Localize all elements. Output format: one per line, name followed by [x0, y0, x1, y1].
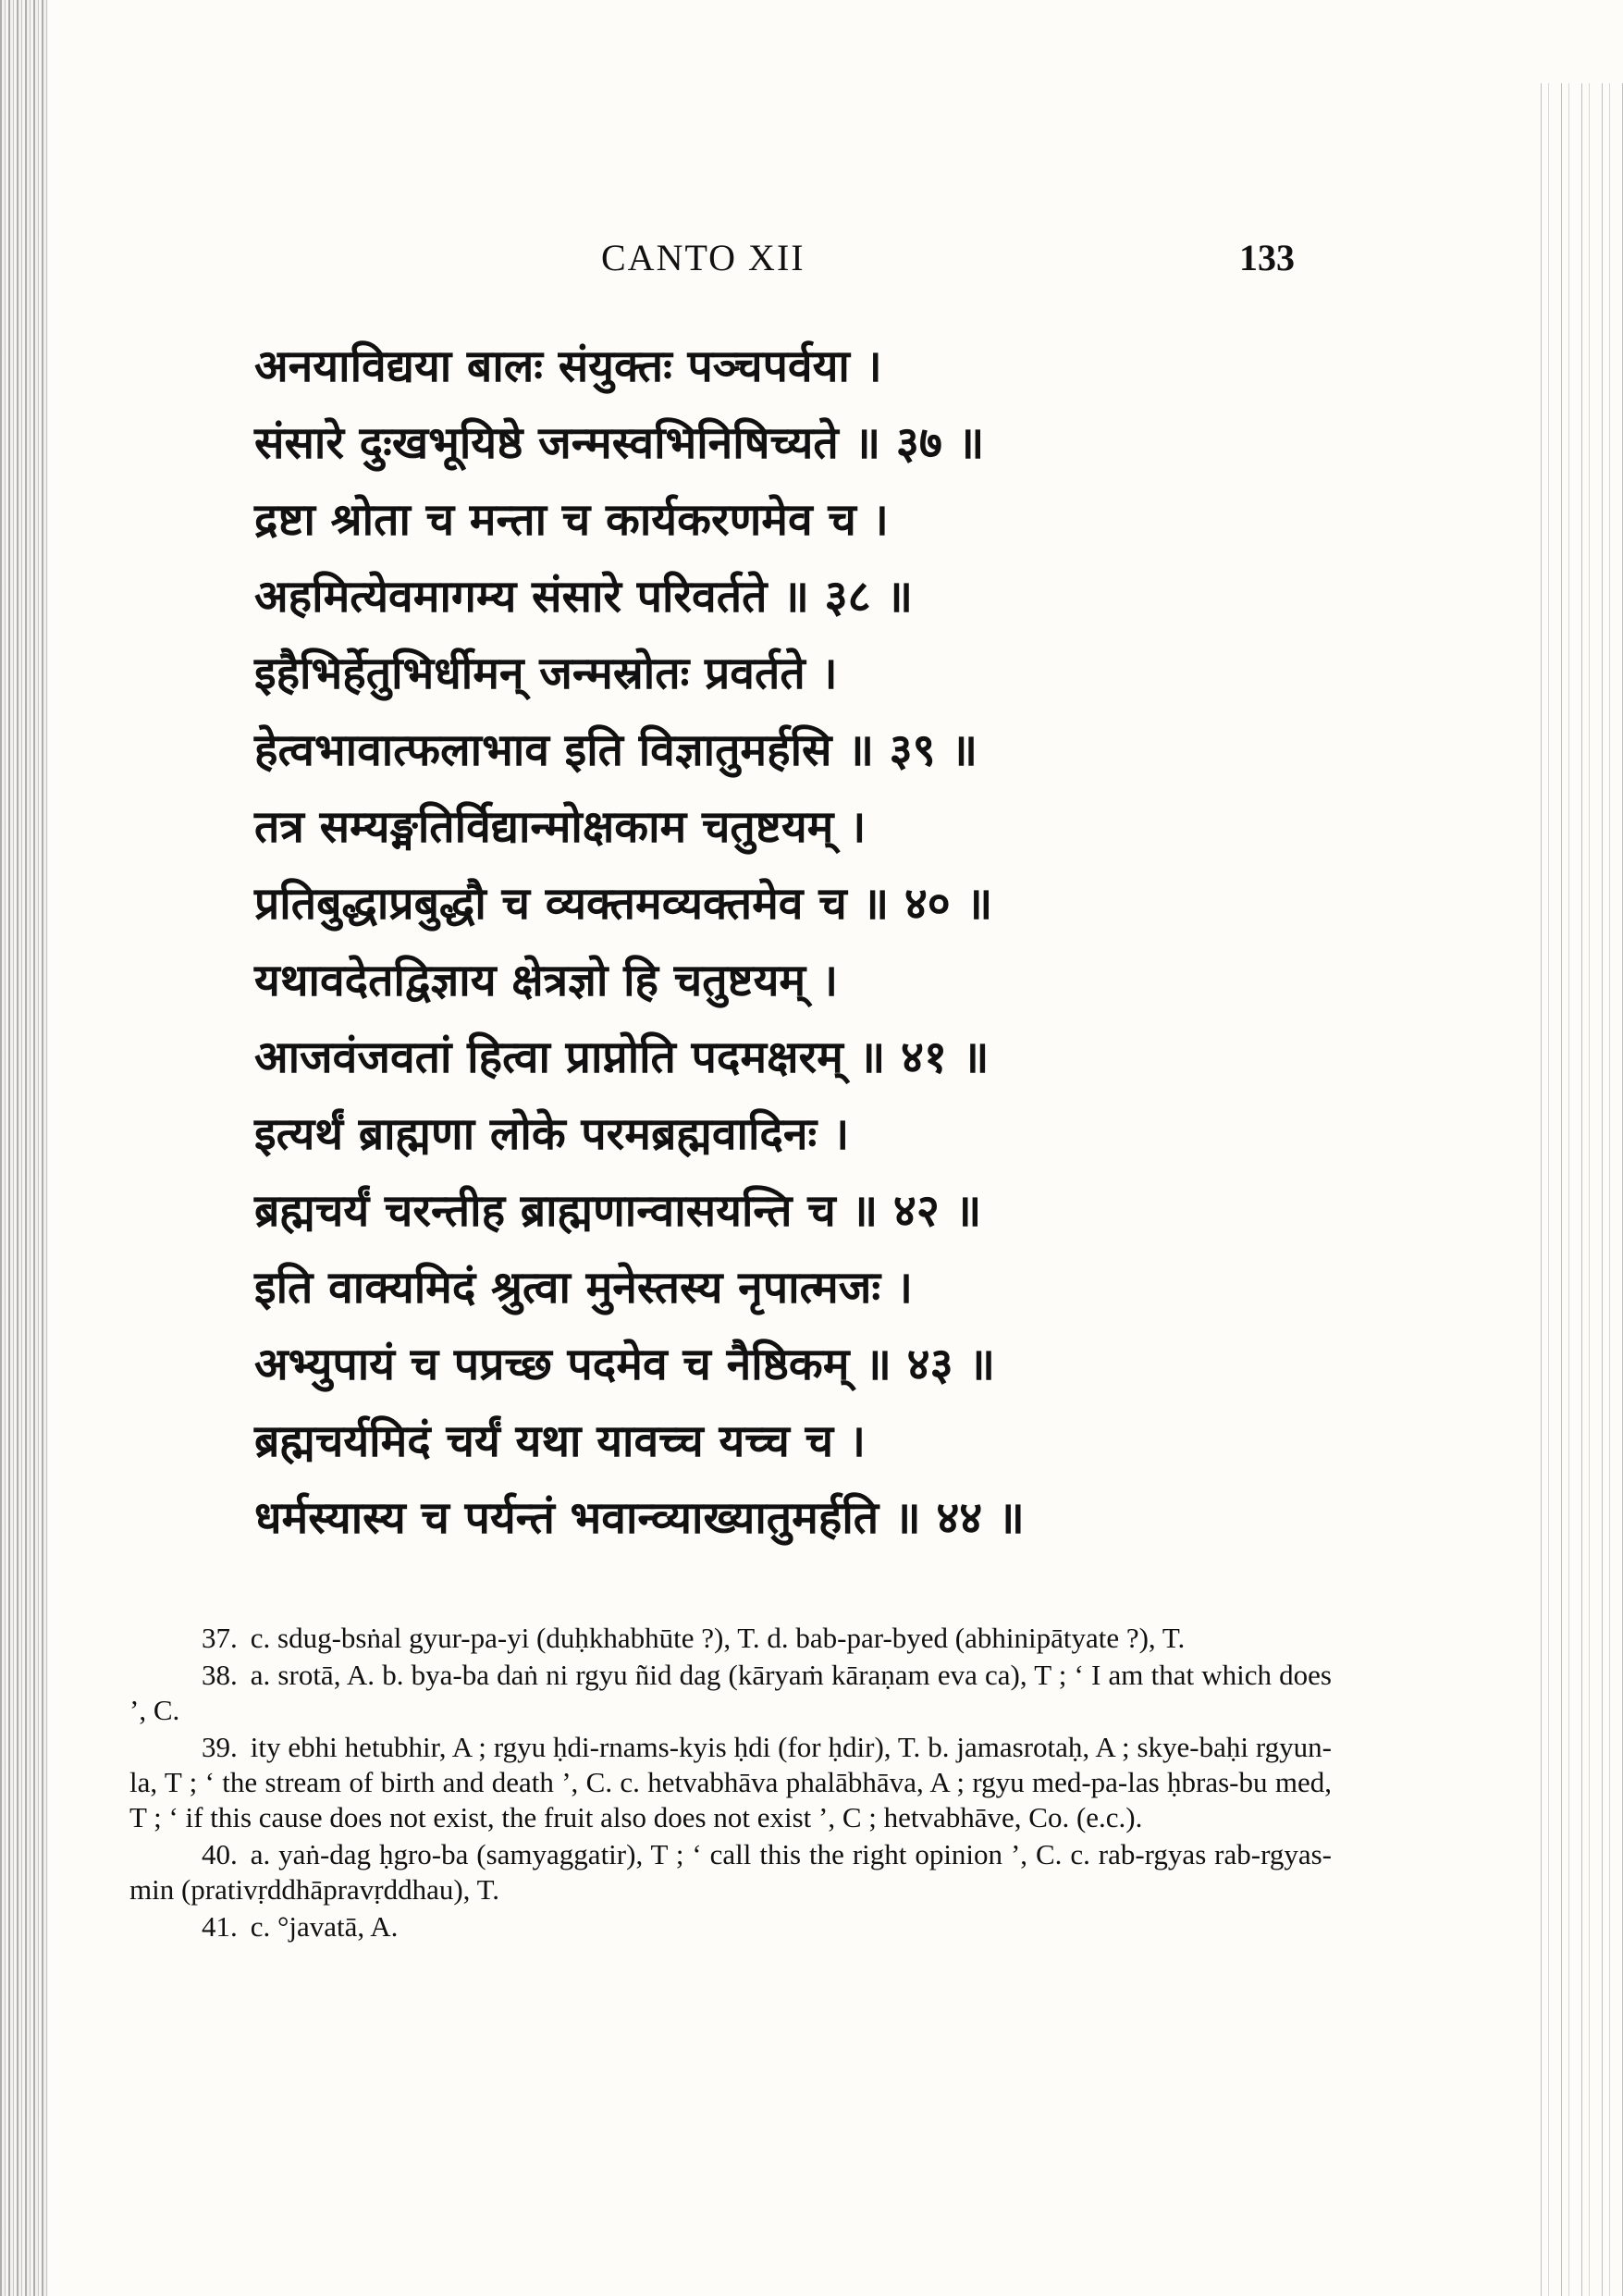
verse-line: ब्रह्मचर्यमिदं चर्यं यथा यावच्च यच्च च ।: [254, 1415, 866, 1467]
verse-line: ब्रह्मचर्यं चरन्तीह ब्राह्मणान्वासयन्ति च ॥ ४२ ॥: [254, 1185, 982, 1237]
footnote-number: 37.: [202, 1622, 238, 1654]
verse-line: अहमित्येवमागम्य संसारे परिवर्तते ॥ ३८ ॥: [254, 571, 914, 623]
footnote-text: c. sdug-bsṅal gyur-pa-yi (duḥkhabhūte ?), T. d. bab-par-byed (abhinipātyate ?), T.: [250, 1622, 1186, 1654]
page-header: [592, 236, 1295, 291]
verse-line: प्रतिबुद्धाप्रबुद्धौ च व्यक्तमव्यक्तमेव च ॥ ४० ॥: [254, 878, 993, 930]
footnote-number: 39.: [202, 1731, 238, 1763]
footnote-number: 40.: [202, 1838, 238, 1870]
verse-line: अभ्युपायं च पप्रच्छ पदमेव च नैष्ठिकम् ॥ ४३ ॥: [254, 1339, 996, 1390]
page-number: 133: [1239, 237, 1295, 278]
verse-line: इत्यर्थं ब्राह्मणा लोके परमब्रह्मवादिनः ।: [254, 1108, 850, 1160]
verse-line: इहैभिर्हेतुभिर्धीमन् जन्मस्रोतः प्रवर्तते ।: [254, 648, 838, 699]
footnote: [129, 1658, 1332, 1728]
footnote-text: a. yaṅ-dag ḥgro-ba (samyaggatir), T ; ‘ call this the right opinion ’, C. c. rab-rgyas rab-rgyas-min (prativṛddhāpravṛddhau), T.: [129, 1838, 1332, 1906]
verse-line: संसारे दुःखभूयिष्ठे जन्मस्वभिनिषिच्यते ॥ ३७ ॥: [254, 417, 985, 469]
footnote-text: a. srotā, A. b. bya-ba daṅ ni rgyu ñid dag (kāryaṁ kāraṇam eva ca), T ; ‘ I am that which does ’, C.: [129, 1659, 1332, 1726]
page-binding-edge: [0, 0, 48, 2296]
verse-line: आजवंजवतां हित्वा प्राप्नोति पदमक्षरम् ॥ ४१ ॥: [254, 1031, 990, 1083]
footnote: [129, 1621, 1332, 1656]
footnote-text: c. °javatā, A.: [250, 1910, 399, 1943]
verse-line: इति वाक्यमिदं श्रुत्वा मुनेस्तस्य नृपात्मजः ।: [254, 1262, 913, 1314]
verse-line: द्रष्टा श्रोता च मन्ता च कार्यकरणमेव च ।: [254, 494, 889, 546]
footnote: [129, 1837, 1332, 1907]
verse-line: तत्र सम्यङ्मतिर्विद्यान्मोक्षकाम चतुष्टयम् ।: [254, 801, 867, 853]
verse-line: यथावदेतद्विज्ञाय क्षेत्रज्ञो हि चतुष्टयम् ।: [254, 955, 839, 1006]
running-title: CANTO XII: [601, 237, 805, 278]
verse-line: अनयाविद्यया बालः संयुक्तः पञ्चपर्वया ।: [254, 340, 882, 392]
footnote-text: ity ebhi hetubhir, A ; rgyu ḥdi-rnams-kyis ḥdi (for ḥdir), T. b. jamasrotaḥ, A ; skye-baḥi rgyun-la, T ; ‘ the stream of birth and death ’, C. c. hetvabhāva phalābhāva, A ; rgyu med-pa-las ḥbras-bu med, T ; ‘ if this cause does not exist, the fruit also does not exist ’, C ; hetvabhāve, Co. (e.c.).: [129, 1731, 1332, 1833]
footnote: [129, 1730, 1332, 1835]
footnote-number: 38.: [202, 1659, 238, 1691]
verse-line: धर्मस्यास्य च पर्यन्तं भवान्व्याख्यातुमर्हति ॥ ४४ ॥: [254, 1492, 1025, 1544]
footnote-number: 41.: [202, 1910, 238, 1943]
page-fore-edge: [1535, 83, 1623, 2296]
sanskrit-verses: [254, 328, 1272, 1557]
footnote: [129, 1909, 1332, 1944]
footnotes: [129, 1621, 1332, 1946]
verse-line: हेत्वभावात्फलाभाव इति विज्ञातुमर्हसि ॥ ३९ ॥: [254, 724, 978, 776]
